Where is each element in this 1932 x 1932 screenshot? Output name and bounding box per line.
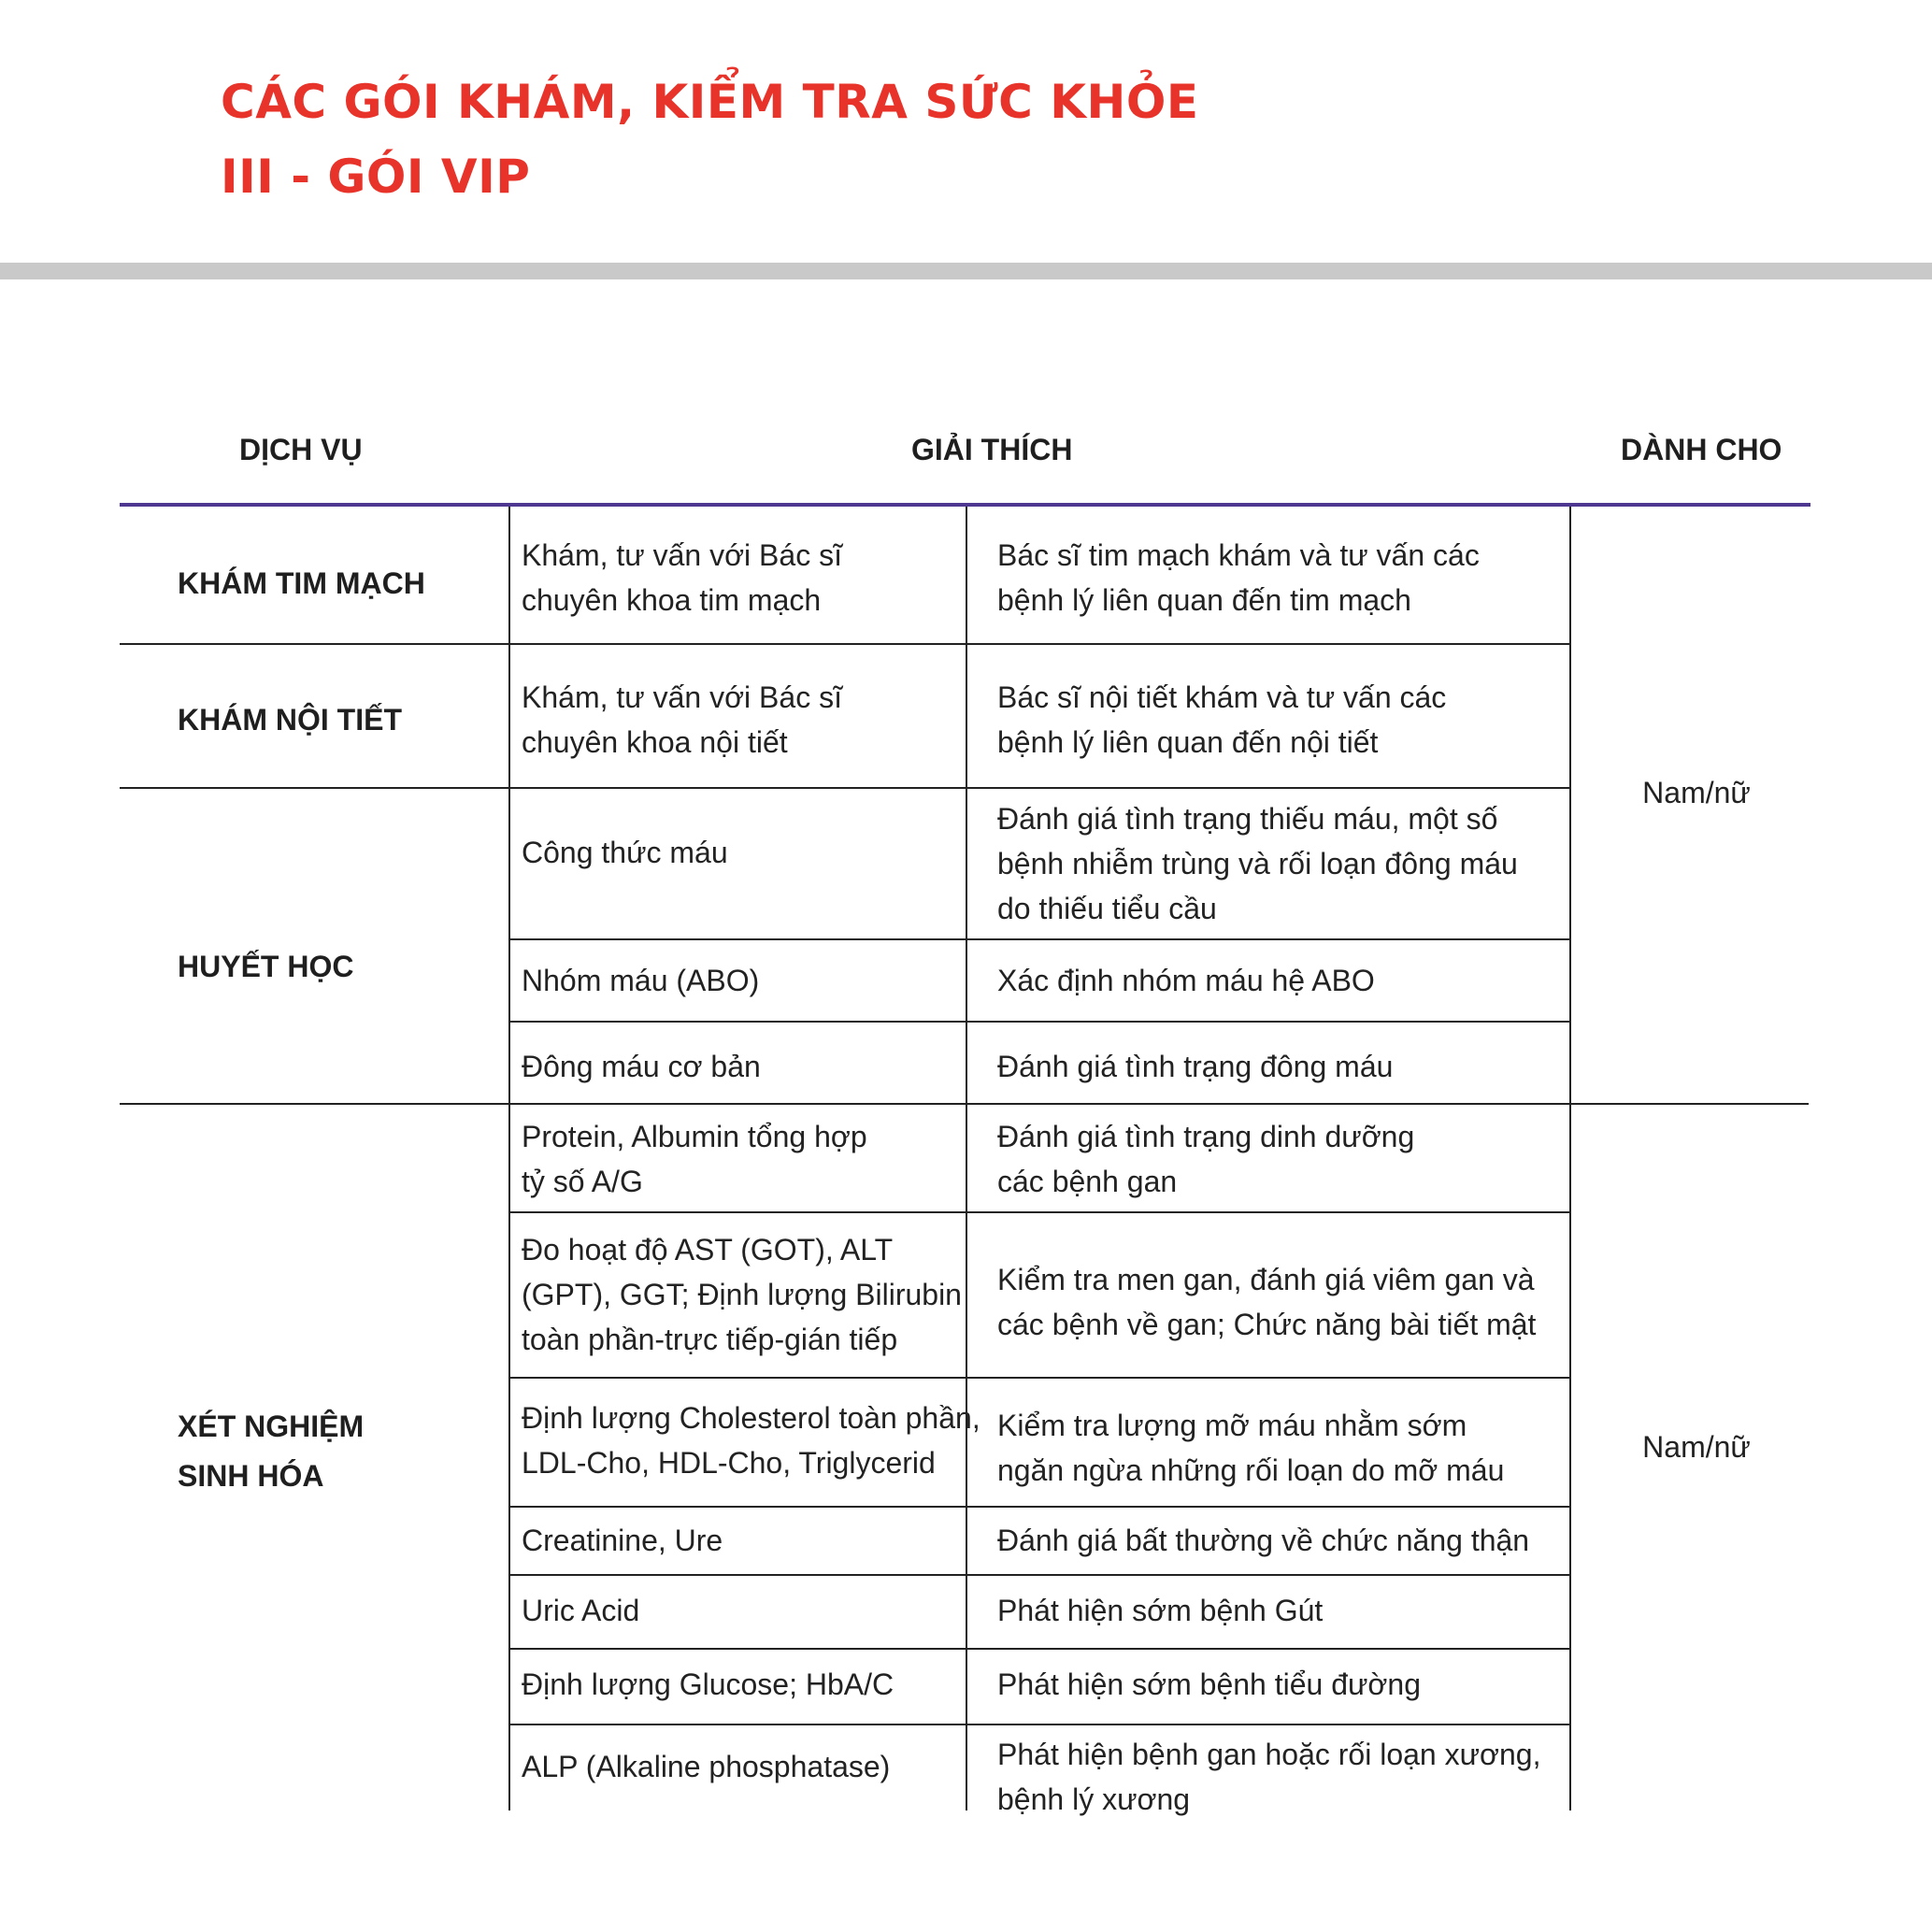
column-divider [508, 507, 510, 1810]
service-cell [522, 1395, 980, 1485]
service-cell [522, 1588, 639, 1633]
explanation-line: ngăn ngừa những rối loạn do mỡ máu [997, 1453, 1505, 1487]
header-service: DỊCH VỤ [239, 433, 363, 466]
header-divider-bar [0, 263, 1932, 279]
service-line: Đo hoạt độ AST (GOT), ALT [522, 1233, 894, 1267]
explanation-line: các bệnh gan [997, 1165, 1178, 1198]
explanation-line: Xác định nhóm máu hệ ABO [997, 964, 1375, 997]
row-divider [120, 643, 1570, 645]
service-line: Nhóm máu (ABO) [522, 964, 760, 997]
service-line: Định lượng Glucose; HbA/C [522, 1667, 894, 1701]
category-label [178, 942, 353, 992]
category-label [178, 695, 402, 745]
category-line: HUYẾT HỌC [178, 950, 354, 983]
row-divider [120, 1103, 1809, 1105]
row-divider [509, 1574, 1570, 1576]
header-explanation: GIẢI THÍCH [911, 433, 1073, 466]
category-label [178, 559, 425, 608]
explanation-cell [997, 1662, 1421, 1707]
row-divider [120, 787, 1570, 789]
explanation-line: bệnh lý xương [997, 1782, 1191, 1816]
row-divider [1570, 1103, 1809, 1105]
service-line: Khám, tư vấn với Bác sĩ [522, 538, 842, 572]
row-divider [509, 1377, 1570, 1379]
service-cell [522, 533, 842, 623]
explanation-cell [997, 1732, 1540, 1822]
explanation-line: bệnh lý liên quan đến tim mạch [997, 583, 1411, 617]
package-subtitle: III - GÓI VIP [221, 150, 531, 204]
row-divider [509, 1211, 1570, 1213]
category-line: XÉT NGHIỆM [178, 1410, 365, 1443]
row-divider [509, 1506, 1570, 1508]
service-line: Uric Acid [522, 1594, 640, 1627]
explanation-line: do thiếu tiểu cầu [997, 892, 1217, 925]
service-line: Protein, Albumin tổng hợp [522, 1120, 867, 1153]
service-line: Khám, tư vấn với Bác sĩ [522, 680, 842, 714]
explanation-line: Phát hiện bệnh gan hoặc rối loạn xương, [997, 1738, 1541, 1771]
service-cell [522, 1518, 723, 1563]
service-cell [522, 1044, 761, 1089]
explanation-line: Kiểm tra men gan, đánh giá viêm gan và [997, 1263, 1535, 1296]
explanation-line: Đánh giá bất thường về chức năng thận [997, 1524, 1530, 1557]
service-cell [522, 1227, 962, 1362]
explanation-cell [997, 1257, 1536, 1347]
service-line: Định lượng Cholesterol toàn phần, [522, 1401, 980, 1435]
explanation-cell [997, 796, 1518, 931]
service-line: chuyên khoa tim mạch [522, 583, 822, 617]
category-line: KHÁM NỘI TIẾT [178, 703, 402, 737]
explanation-cell [997, 958, 1375, 1003]
service-cell [522, 958, 759, 1003]
service-line: tỷ số A/G [522, 1165, 643, 1198]
service-line: Đông máu cơ bản [522, 1050, 761, 1083]
explanation-cell [997, 1403, 1504, 1493]
explanation-line: Đánh giá tình trạng đông máu [997, 1050, 1394, 1083]
explanation-line: bệnh nhiễm trùng và rối loạn đông máu [997, 847, 1518, 880]
row-divider [509, 1021, 1570, 1023]
service-line: Công thức máu [522, 836, 728, 869]
service-line: Creatinine, Ure [522, 1524, 723, 1557]
explanation-line: Bác sĩ tim mạch khám và tư vấn các [997, 538, 1480, 572]
service-line: (GPT), GGT; Định lượng Bilirubin [522, 1278, 962, 1311]
service-line: chuyên khoa nội tiết [522, 725, 788, 759]
explanation-cell [997, 1044, 1393, 1089]
explanation-line: Phát hiện sớm bệnh tiểu đường [997, 1667, 1421, 1701]
category-line: SINH HÓA [178, 1459, 324, 1493]
explanation-line: Phát hiện sớm bệnh Gút [997, 1594, 1324, 1627]
service-cell [522, 830, 728, 875]
explanation-line: các bệnh về gan; Chức năng bài tiết mật [997, 1308, 1537, 1341]
explanation-cell [997, 675, 1446, 765]
explanation-cell [997, 1588, 1323, 1633]
explanation-line: Bác sĩ nội tiết khám và tư vấn các [997, 680, 1447, 714]
explanation-line: Kiểm tra lượng mỡ máu nhằm sớm [997, 1409, 1467, 1442]
explanation-cell [997, 533, 1480, 623]
row-divider [509, 1648, 1570, 1650]
explanation-cell [997, 1518, 1529, 1563]
service-cell [522, 1744, 890, 1789]
category-label [178, 1402, 364, 1501]
service-cell [522, 675, 842, 765]
service-line: ALP (Alkaline phosphatase) [522, 1750, 891, 1783]
category-line: KHÁM TIM MẠCH [178, 566, 425, 600]
explanation-line: bệnh lý liên quan đến nội tiết [997, 725, 1379, 759]
header-for: DÀNH CHO [1621, 433, 1782, 466]
explanation-line: Đánh giá tình trạng thiếu máu, một số [997, 802, 1498, 836]
target-group: Nam/nữ [1642, 1430, 1751, 1464]
column-divider [966, 507, 967, 1810]
target-group: Nam/nữ [1642, 776, 1751, 809]
service-cell [522, 1662, 894, 1707]
explanation-cell [997, 1114, 1414, 1204]
service-cell [522, 1114, 867, 1204]
page-title: CÁC GÓI KHÁM, KIỂM TRA SỨC KHỎE [221, 75, 1199, 129]
explanation-line: Đánh giá tình trạng dinh dưỡng [997, 1120, 1415, 1153]
row-divider [509, 938, 1570, 940]
service-line: LDL-Cho, HDL-Cho, Triglycerid [522, 1446, 936, 1480]
row-divider [509, 1724, 1570, 1725]
service-line: toàn phần-trực tiếp-gián tiếp [522, 1323, 898, 1356]
